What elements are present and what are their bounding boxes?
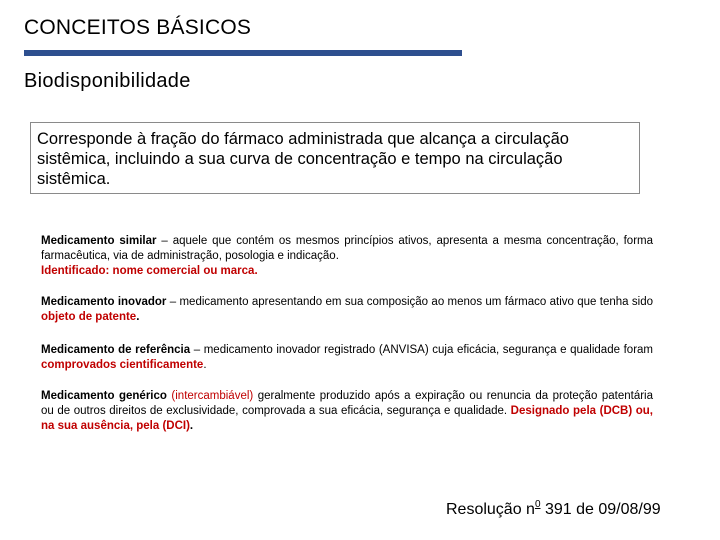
entry-text: – medicamento inovador registrado (ANVISA) cuja eficácia, segurança e qualidade foram: [190, 344, 653, 356]
entry-highlight: Identificado: nome comercial ou marca.: [41, 265, 258, 277]
section-subtitle: Biodisponibilidade: [24, 70, 191, 92]
title-underline-bar: [24, 50, 462, 56]
entry-trailing-period: .: [203, 359, 207, 371]
entry-trailing-period: .: [136, 311, 140, 323]
footer-suffix: 391 de 09/08/99: [540, 501, 661, 518]
entry-trailing-period: .: [189, 420, 194, 432]
entry-text: – aquele que contém os mesmos princípios ativos, apresenta a mesma concentração, forma farmacêutica, via de administração, posologia e indicação.: [41, 235, 654, 262]
entry-medicamento-inovador: [41, 295, 653, 325]
entry-highlight: objeto de patente: [41, 311, 137, 323]
resolution-footer: [446, 499, 661, 519]
entry-term: Medicamento inovador: [41, 296, 167, 308]
entry-medicamento-referencia: [41, 343, 653, 373]
entry-medicamento-generico: [41, 389, 653, 434]
entry-term: Medicamento de referência: [41, 344, 191, 356]
entry-highlight: Designado pela (DCB) ou, na sua ausência, pela (DCI): [41, 405, 654, 432]
entry-qualifier: (intercambiável): [171, 390, 254, 402]
entry-highlight: comprovados cientificamente: [41, 359, 204, 371]
entry-term: Medicamento genérico: [41, 390, 167, 402]
entry-term: Medicamento similar: [41, 235, 157, 247]
entry-text: – medicamento apresentando em sua composição ao menos um fármaco ativo que tenha sido: [166, 296, 653, 308]
definition-text: Corresponde à fração do fármaco administrada que alcança a circulação sistêmica, incluindo a sua curva de concentração e tempo na circulação sistêmica.: [37, 130, 569, 188]
entry-medicamento-similar: [41, 234, 653, 279]
footer-superscript: 0: [534, 499, 541, 510]
entry-text: geralmente produzido após a expiração ou renuncia da proteção patentária ou de outros direitos de exclusividade, comprovada a sua eficácia, segurança e qualidade.: [41, 390, 653, 417]
page-title: CONCEITOS BÁSICOS: [24, 16, 252, 39]
definition-box: [30, 122, 640, 194]
footer-prefix: Resolução n: [446, 501, 535, 518]
